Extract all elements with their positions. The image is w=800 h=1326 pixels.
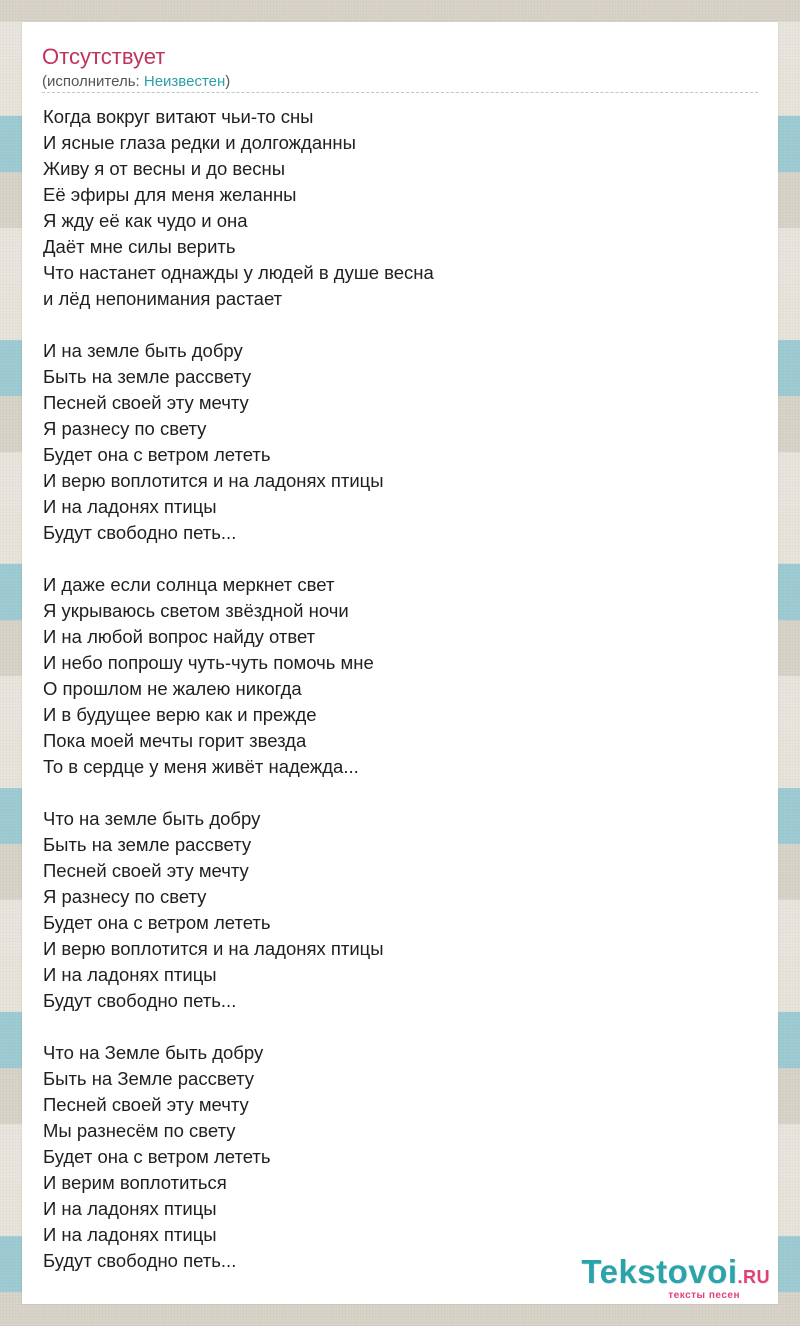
logo-tld: RU (743, 1267, 770, 1287)
lyrics-line: И верю воплотится и на ладонях птицы (43, 938, 384, 959)
lyrics-line: О прошлом не жалею никогда (43, 678, 302, 699)
lyrics-line: Будут свободно петь... (43, 990, 237, 1011)
lyrics-line: Быть на земле рассвету (43, 366, 252, 387)
artist-suffix: ) (225, 73, 231, 90)
lyrics-line: И верю воплотится и на ладонях птицы (43, 470, 384, 491)
lyrics-line: Песней своей эту мечту (43, 392, 249, 413)
lyrics-stanza (43, 806, 743, 1014)
site-logo[interactable] (581, 1255, 770, 1301)
lyrics-line: Я укрываюсь светом звёздной ночи (43, 600, 349, 621)
lyrics-line: и лёд непонимания растает (43, 288, 283, 309)
lyrics-line: Будет она с ветром лететь (43, 1146, 271, 1167)
lyrics-line: И на ладонях птицы (43, 1224, 217, 1245)
logo-wordmark (581, 1255, 770, 1294)
lyrics-line: Что настанет однажды у людей в душе весна (43, 262, 434, 283)
artist-prefix: (исполнитель: (42, 73, 144, 90)
lyrics-line: Что на Земле быть добру (43, 1042, 264, 1063)
lyrics-line: Быть на Земле рассвету (43, 1068, 255, 1089)
lyrics-line: Мы разнесём по свету (43, 1120, 236, 1141)
artist-link[interactable]: Неизвестен (143, 73, 226, 90)
lyrics-line: И ясные глаза редки и долгожданны (43, 132, 356, 153)
lyrics-line: Будут свободно петь... (43, 522, 237, 543)
lyrics-text (43, 104, 743, 1300)
lyrics-line: Живу я от весны и до весны (43, 158, 286, 179)
lyrics-line: Песней своей эту мечту (43, 1094, 249, 1115)
lyrics-stanza (43, 104, 743, 312)
logo-tagline: тексты песен (668, 1290, 740, 1301)
lyrics-line: Я жду её как чудо и она (43, 210, 248, 231)
lyrics-line: Когда вокруг витают чьи-то сны (43, 106, 314, 127)
lyrics-line: Что на земле быть добру (43, 808, 261, 829)
lyrics-line: И верим воплотиться (43, 1172, 227, 1193)
lyrics-line: Её эфиры для меня желанны (43, 184, 297, 205)
lyrics-line: И на ладонях птицы (43, 1198, 217, 1219)
lyrics-stanza (43, 1040, 743, 1274)
lyrics-line: И на земле быть добру (43, 340, 243, 361)
lyrics-line: Я разнесу по свету (43, 886, 207, 907)
lyrics-line: Будет она с ветром лететь (43, 912, 271, 933)
lyrics-line: Будут свободно петь... (43, 1250, 237, 1271)
song-title: Отсутствует (42, 44, 166, 69)
logo-dot: . (737, 1267, 743, 1287)
header-divider (42, 92, 758, 93)
lyrics-line: Я разнесу по свету (43, 418, 207, 439)
lyrics-line: То в сердце у меня живёт надежда... (43, 756, 359, 777)
lyrics-line: Будет она с ветром лететь (43, 444, 271, 465)
lyrics-line: И в будущее верю как и прежде (43, 704, 317, 725)
lyrics-card (22, 22, 778, 1304)
artist-line (42, 73, 230, 91)
lyrics-line: И на любой вопрос найду ответ (43, 626, 316, 647)
lyrics-stanza (43, 572, 743, 780)
lyrics-line: И на ладонях птицы (43, 496, 217, 517)
logo-name: Tekstovoi (581, 1253, 738, 1290)
lyrics-line: И небо попрошу чуть-чуть помочь мне (43, 652, 374, 673)
lyrics-line: Даёт мне силы верить (43, 236, 236, 257)
lyrics-line: И даже если солнца меркнет свет (43, 574, 335, 595)
lyrics-line: И на ладонях птицы (43, 964, 217, 985)
lyrics-stanza (43, 338, 743, 546)
lyrics-line: Быть на земле рассвету (43, 834, 252, 855)
lyrics-line: Песней своей эту мечту (43, 860, 249, 881)
lyrics-line: Пока моей мечты горит звезда (43, 730, 307, 751)
